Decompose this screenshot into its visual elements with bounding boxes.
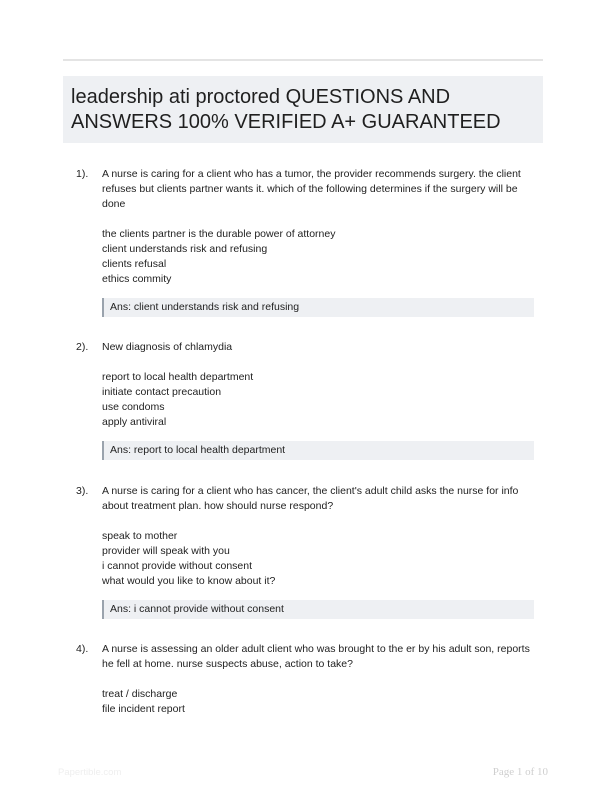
option-item: apply antiviral	[102, 416, 167, 428]
option-item: the clients partner is the durable power of attorney	[102, 228, 336, 240]
option-item: client understands risk and refusing	[102, 243, 268, 255]
question-body	[102, 642, 536, 717]
page-indicator: Page 1 of 10	[492, 766, 548, 778]
question-number: 3).	[76, 485, 89, 497]
title-banner	[63, 76, 543, 143]
option-item: report to local health department	[102, 371, 254, 383]
question-number: 4).	[76, 643, 89, 655]
option-item: file incident report	[102, 703, 185, 715]
question-number: 2).	[76, 341, 89, 353]
footer-watermark: Papertible.com	[58, 767, 122, 778]
option-item: provider will speak with you	[102, 545, 230, 557]
question-text: A nurse is caring for a client who has a tumor, the provider recommends surgery. the client refuses but clients partner wants it. which of the following determines if the surgery will be done	[102, 168, 521, 210]
question-number: 1).	[76, 168, 89, 180]
option-item: speak to mother	[102, 530, 178, 542]
option-item: clients refusal	[102, 258, 167, 270]
question-text: A nurse is assessing an older adult client who was brought to the er by his adult son, reports he fell at home. nurse suspects abuse, action to take?	[102, 643, 530, 670]
option-item: use condoms	[102, 401, 165, 413]
option-list	[102, 227, 536, 287]
question-text: A nurse is caring for a client who has cancer, the client's adult child asks the nurse for info about treatment plan. how should nurse respond?	[102, 485, 519, 512]
question-body	[102, 484, 536, 619]
answer-box: Ans: client understands risk and refusing	[102, 298, 534, 317]
top-divider	[63, 59, 543, 61]
option-item: initiate contact precaution	[102, 386, 222, 398]
question-text: New diagnosis of chlamydia	[102, 341, 233, 353]
question-body	[102, 340, 536, 460]
option-list	[102, 370, 536, 430]
option-item: i cannot provide without consent	[102, 560, 253, 572]
answer-box: Ans: report to local health department	[102, 441, 534, 460]
option-item: treat / discharge	[102, 688, 178, 700]
option-item: ethics commity	[102, 273, 172, 285]
option-list	[102, 687, 536, 717]
option-item: what would you like to know about it?	[102, 575, 276, 587]
question-body	[102, 167, 536, 317]
option-list	[102, 529, 536, 589]
answer-box: Ans: i cannot provide without consent	[102, 600, 534, 619]
document-title: leadership ati proctored QUESTIONS AND ANSWERS 100% VERIFIED A+ GUARANTEED	[71, 86, 501, 133]
